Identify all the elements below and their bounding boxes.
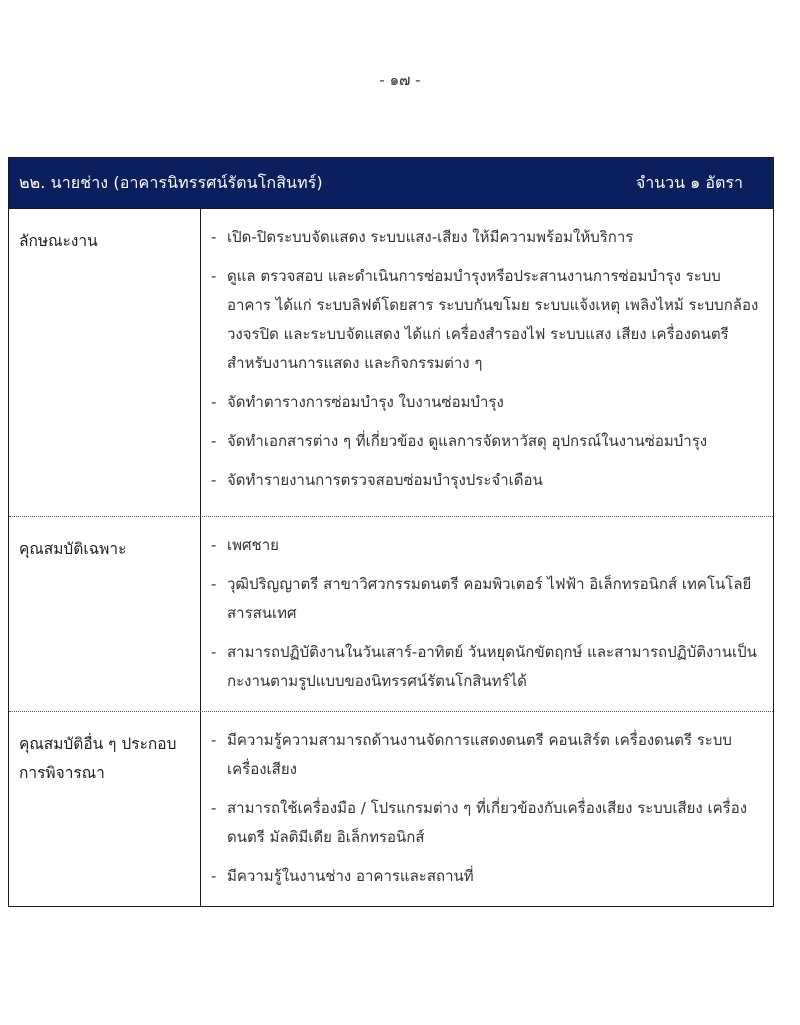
- position-count: จำนวน ๑ อัตรา: [635, 172, 743, 192]
- row-content: [201, 712, 773, 906]
- table-row-specific-qualifications: [9, 516, 773, 711]
- bullet-dash: -: [211, 536, 217, 554]
- list-item: - สามารถใช้เครื่องมือ / โปรแกรมต่าง ๆ ที่เกี่ยวข้องกับเครื่องเสียง ระบบเสียง เครื่องดนตรี มัลติมีเดีย อิเล็กทรอนิกส์: [211, 794, 759, 852]
- bullet-dash: -: [211, 867, 217, 885]
- row-content: [201, 517, 773, 711]
- row-label: คุณสมบัติเฉพาะ: [9, 517, 201, 711]
- table-header: [9, 158, 773, 209]
- table-row-job-description: [9, 209, 773, 516]
- list-item: - มีความรู้ความสามารถด้านงานจัดการแสดงดนตรี คอนเสิร์ต เครื่องดนตรี ระบบเครื่องเสียง: [211, 726, 759, 784]
- bullet-dash: -: [211, 228, 217, 246]
- bullet-dash: -: [211, 267, 217, 285]
- list-item: - จัดทำตารางการซ่อมบำรุง ใบงานซ่อมบำรุง: [211, 388, 759, 417]
- list-item: - มีความรู้ในงานช่าง อาคารและสถานที่: [211, 862, 759, 891]
- list-item: - เพศชาย: [211, 531, 759, 560]
- list-item: - จัดทำรายงานการตรวจสอบซ่อมบำรุงประจำเดือน: [211, 466, 759, 495]
- bullet-dash: -: [211, 471, 217, 489]
- bullet-dash: -: [211, 643, 217, 661]
- bullet-dash: -: [211, 432, 217, 450]
- table-row-other-qualifications: [9, 711, 773, 906]
- job-position-table: [8, 157, 774, 907]
- bullet-dash: -: [211, 799, 217, 817]
- position-title: ๒๒. นายช่าง (อาคารนิทรรศน์รัตนโกสินทร์): [19, 172, 323, 192]
- row-label: คุณสมบัติอื่น ๆ ประกอบการพิจารณา: [9, 712, 201, 906]
- list-item: - จัดทำเอกสารต่าง ๆ ที่เกี่ยวข้อง ดูแลการจัดหาวัสดุ อุปกรณ์ในงานซ่อมบำรุง: [211, 427, 759, 456]
- bullet-dash: -: [211, 731, 217, 749]
- list-item: - สามารถปฏิบัติงานในวันเสาร์-อาทิตย์ วันหยุดนักขัตฤกษ์ และสามารถปฏิบัติงานเป็นกะงานตามรูปแบบของนิทรรศน์รัตนโกสินทร์ได้: [211, 638, 759, 696]
- page-number: - ๑๗ -: [379, 71, 421, 89]
- row-label: ลักษณะงาน: [9, 209, 201, 516]
- list-item: - วุฒิปริญญาตรี สาขาวิศวกรรมดนตรี คอมพิวเตอร์ ไฟฟ้า อิเล็กทรอนิกส์ เทคโนโลยีสารสนเทศ: [211, 570, 759, 628]
- row-content: [201, 209, 773, 516]
- bullet-dash: -: [211, 575, 217, 593]
- list-item: - เปิด-ปิดระบบจัดแสดง ระบบแสง-เสียง ให้มีความพร้อมให้บริการ: [211, 223, 759, 252]
- list-item: - ดูแล ตรวจสอบ และดำเนินการซ่อมบำรุงหรือประสานงานการซ่อมบำรุง ระบบอาคาร ได้แก่ ระบบลิฟต์โดยสาร ระบบกันขโมย ระบบแจ้งเหตุ เพลิงไหม้ ระบบกล้องวงจรปิด และระบบจัดแสดง ได้แก่ เครื่องสำรองไฟ ระบบแสง เสียง เครื่องดนตรี สำหรับงานการแสดง และกิจกรรมต่าง ๆ: [211, 262, 759, 378]
- bullet-dash: -: [211, 393, 217, 411]
